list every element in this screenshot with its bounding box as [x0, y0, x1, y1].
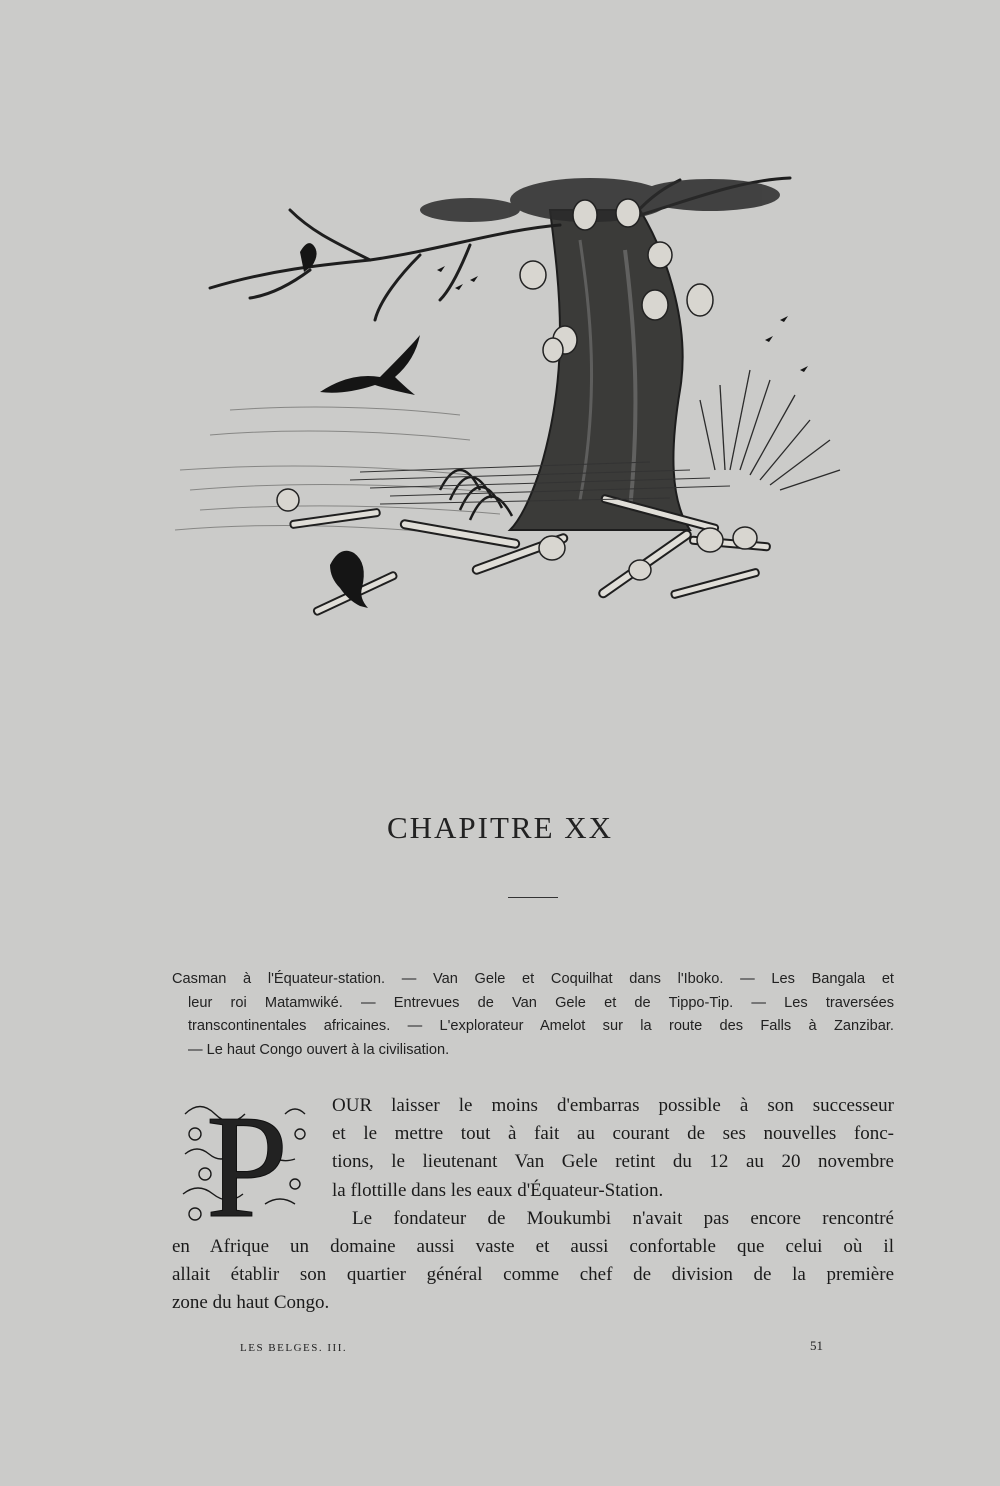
body-line: la flottille dans les eaux d'Équateur-Station.	[332, 1179, 664, 1201]
chapter-summary	[172, 968, 894, 1062]
summary-line: — Le haut Congo ouvert à la civilisation.	[188, 1041, 450, 1058]
summary-line: leur roi Matamwiké. — Entrevues de Van Gele et de Tippo-Tip. — Les traversées	[188, 994, 894, 1011]
body-line: tions, le lieutenant Van Gele retint du 12 au 20 novembre	[332, 1151, 894, 1173]
page-number: 51	[810, 1338, 823, 1353]
illustration-tree-skulls	[170, 170, 850, 650]
chapter-title: CHAPITRE XX	[386, 810, 614, 845]
summary-line: transcontinentales africaines. — L'explorateur Amelot sur la route des Falls à Zanzibar.	[188, 1018, 894, 1034]
title-rule	[508, 897, 558, 898]
summary-line: Casman à l'Équateur-station. — Van Gele et Coquilhat dans l'Iboko. — Les Bangala et	[172, 971, 894, 987]
body-line: et le mettre tout à fait au courant de ses nouvelles fonc-	[332, 1123, 894, 1145]
body-line: OUR laisser le moins d'embarras possible à son successeur	[332, 1095, 894, 1116]
body-line: Le fondateur de Moukumbi n'avait pas encore rencontré	[352, 1207, 894, 1229]
running-footer: LES BELGES. III.	[240, 1342, 348, 1354]
body-line: allait établir son quartier général comme chef de division de la première	[172, 1264, 894, 1286]
dropcap-letter: P	[205, 1094, 289, 1230]
body-line: zone du haut Congo.	[172, 1292, 330, 1314]
body-text	[172, 1092, 894, 1318]
body-line: en Afrique un domaine aussi vaste et aussi confortable que celui où il	[172, 1236, 894, 1258]
